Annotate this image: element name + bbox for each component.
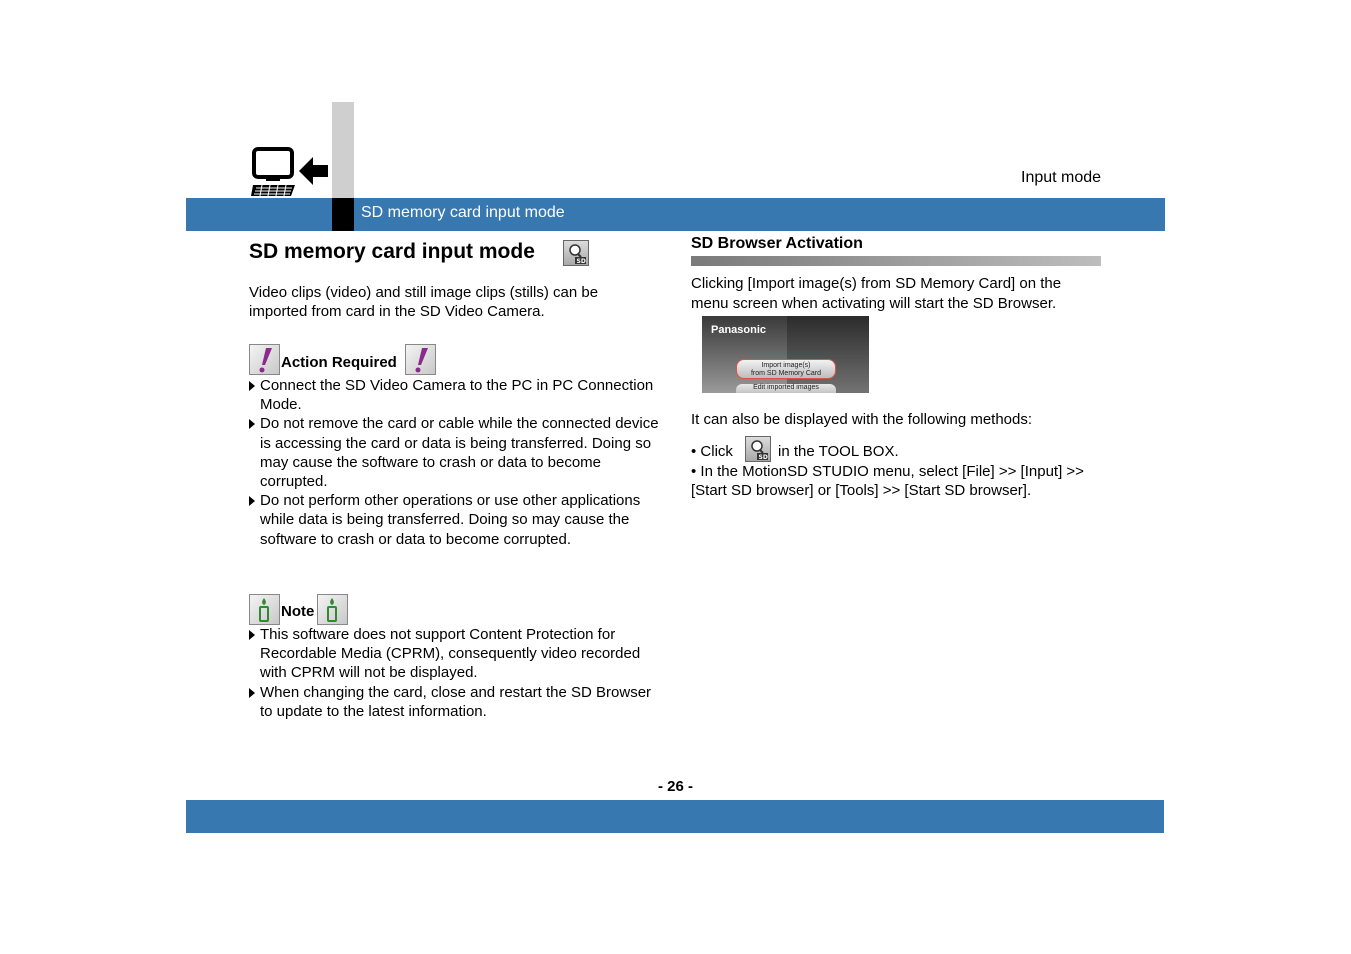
bullet-arrow-icon <box>249 419 255 429</box>
also-text: It can also be displayed with the following methods: <box>691 411 1033 428</box>
import-button-preview: Import image(s) from SD Memory Card <box>736 359 836 379</box>
bullet-arrow-icon <box>249 381 255 391</box>
bullet-arrow-icon <box>249 688 255 698</box>
film-strip <box>787 316 869 393</box>
sd-search-icon <box>563 240 589 266</box>
candle-icon <box>317 594 348 625</box>
menu-screenshot <box>702 316 869 393</box>
bullet-arrow-icon <box>249 630 255 640</box>
exclamation-icon <box>249 344 280 375</box>
page-title <box>249 240 535 264</box>
page-title-text: SD memory card input mode <box>249 240 535 263</box>
header-bar-title: SD memory card input mode <box>361 204 565 221</box>
header-bar-marker <box>332 198 354 231</box>
list-item: This software does not support Content Protection for Recordable Media (CPRM), consequently video recorded with CPRM will not be displayed. <box>249 625 659 683</box>
list-item: Connect the SD Video Camera to the PC in PC Connection Mode. <box>249 376 659 414</box>
method-2: • In the MotionSD STUDIO menu, select [File] >> [Input] >> [Start SD browser] or [Tools] >> [Start SD browser]. <box>691 463 1084 499</box>
method-1-suffix: in the TOOL BOX. <box>778 443 899 460</box>
section-rule <box>691 256 1101 266</box>
intro-paragraph: Video clips (video) and still image clips (stills) can be imported from card in the SD Video Camera. <box>249 284 599 320</box>
section-title: SD Browser Activation <box>691 235 863 252</box>
list-item: Do not perform other operations or use other applications while data is being transferred. Doing so may cause the software to crash or data to become corrupted. <box>249 491 659 549</box>
header-tab <box>332 102 354 198</box>
pc-input-icon <box>250 147 330 199</box>
activation-paragraph: Clicking [Import image(s) from SD Memory Card] on the menu screen when activating will start the SD Browser. <box>691 275 1062 312</box>
action-required-label: Action Required <box>281 354 397 371</box>
brand-logo: Panasonic <box>711 324 767 336</box>
svg-text:SD: SD <box>758 454 768 461</box>
edit-button-preview: Edit imported images <box>736 384 836 393</box>
method-1 <box>691 443 733 460</box>
list-item: When changing the card, close and restart the SD Browser to update to the latest information. <box>249 683 659 721</box>
method-1-prefix: • Click <box>691 443 733 460</box>
section-label: Input mode <box>1021 169 1102 186</box>
bullet-arrow-icon <box>249 496 255 506</box>
svg-text:SD: SD <box>576 258 586 265</box>
note-list <box>249 625 659 721</box>
sd-search-icon <box>745 436 771 462</box>
candle-icon <box>249 594 280 625</box>
list-item: Do not remove the card or cable while the connected device is accessing the card or data is being transferred. Doing so may cause the software to crash or data to become corrupted. <box>249 414 659 491</box>
page-number: - 26 - <box>657 778 693 795</box>
exclamation-icon <box>405 344 436 375</box>
note-label: Note <box>281 603 315 620</box>
action-required-list <box>249 376 659 549</box>
footer-bar <box>186 800 1164 833</box>
